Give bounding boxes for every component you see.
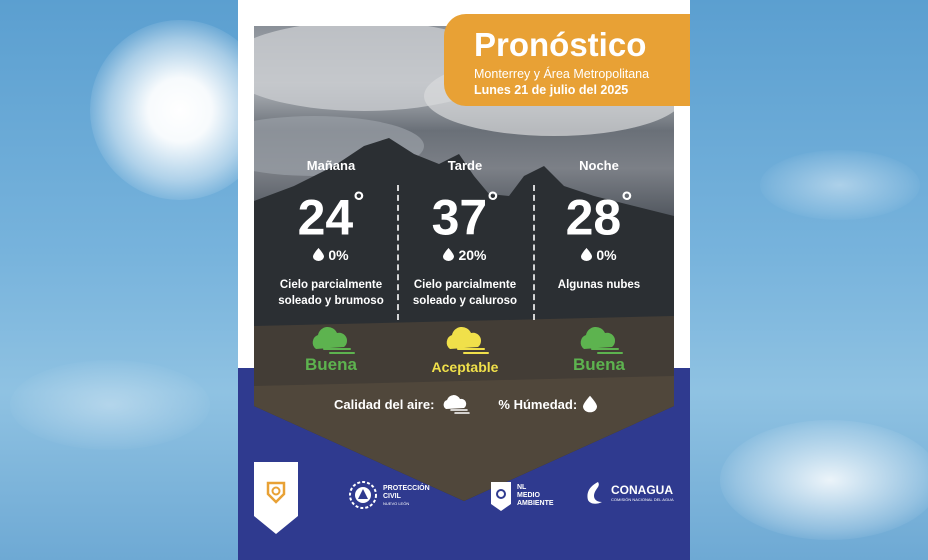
temperature: 37° [431,186,499,246]
raindrop-icon [443,248,454,261]
forecast-afternoon [400,158,530,375]
period-label: Tarde [447,158,483,173]
cloud-wind-icon [440,325,490,357]
conagua-logo: CONAGUA COMISIÓN NACIONAL DEL AGUA [584,480,674,506]
raindrop-icon [583,395,597,413]
cloud-wind-icon [574,325,624,357]
rain-chance: 20% [400,247,530,263]
forecast-morning [266,158,396,375]
period-label: Mañana [306,158,356,173]
temperature: 28° [565,186,633,246]
rain-chance: 0% [266,247,396,263]
rain-chance: 0% [534,247,664,263]
proteccion-civil-logo: PROTECCIÓN CIVIL NUEVO LEÓN [348,480,430,510]
raindrop-icon [581,248,592,261]
background-cloud [10,360,210,450]
forecast-poster [238,0,690,560]
temperature: 24° [297,186,365,246]
period-label: Noche [579,158,619,173]
background-cloud [760,150,920,220]
sky-description: Cielo parcialmente soleado y brumoso [278,278,384,307]
air-quality-level: Buena [573,354,625,374]
region-label: Monterrey y Área Metropolitana [474,67,650,81]
legend [334,394,614,414]
air-quality-level: Aceptable [431,358,499,375]
cloud-wind-icon [306,325,356,357]
sky-description: Cielo parcialmente soleado y caluroso [412,278,518,307]
raindrop-icon [313,248,324,261]
column-divider [397,185,399,320]
nuevo-leon-logo-icon [265,480,287,504]
medio-ambiente-shield-icon [490,480,512,512]
air-quality-level: Buena [305,354,357,374]
page-title: Pronóstico [474,26,647,63]
conagua-wave-icon [584,480,606,506]
medio-ambiente-logo: NL MEDIO AMBIENTE [490,480,554,512]
forecast-night [534,158,664,375]
cloud-wind-icon [440,394,470,414]
air-quality-legend-label: Calidad del aire: [334,396,435,412]
background-cloud [720,420,928,540]
proteccion-civil-icon [348,480,378,510]
forecast-header [444,14,690,106]
sky-description: Algunas nubes [557,278,641,291]
humidity-legend-label: % Húmedad: [498,396,578,412]
date-label: Lunes 21 de julio del 2025 [474,83,629,97]
